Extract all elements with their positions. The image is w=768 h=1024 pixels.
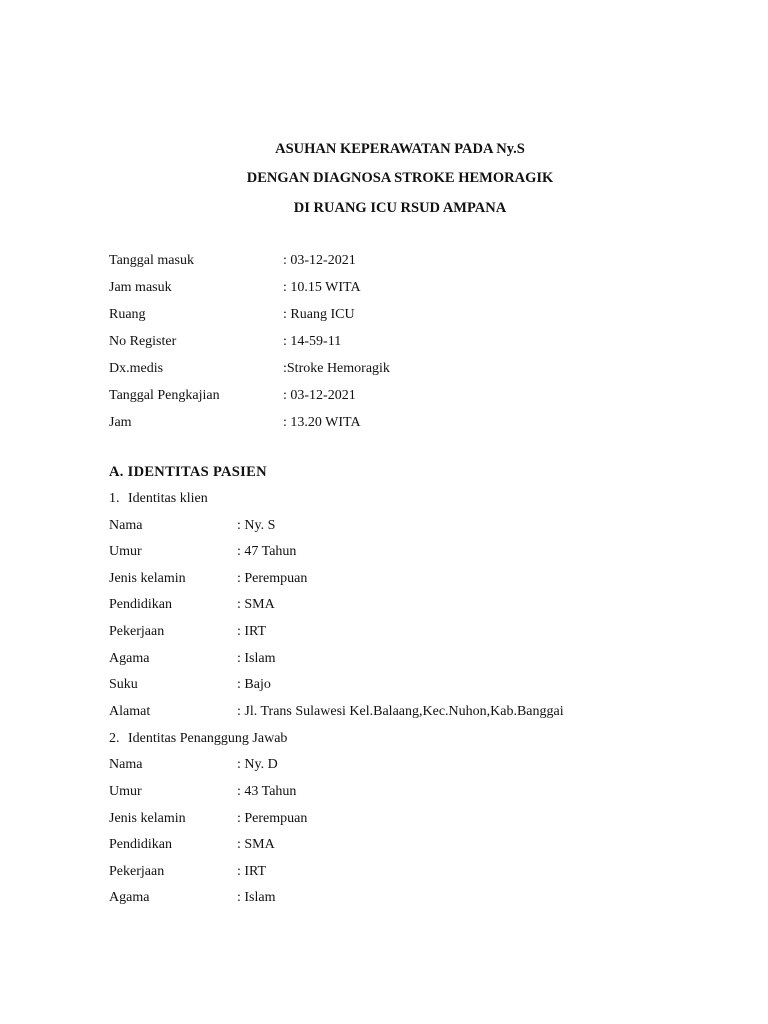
- admission-label: Jam masuk: [109, 280, 172, 295]
- field-label: Nama: [109, 757, 143, 772]
- admission-label: Jam: [109, 415, 132, 430]
- admission-value: :Stroke Hemoragik: [283, 361, 390, 376]
- field-label: Umur: [109, 784, 142, 799]
- admission-value: : 13.20 WITA: [283, 415, 361, 430]
- field-label: Alamat: [109, 704, 151, 719]
- field-value: : Ny. D: [237, 757, 278, 772]
- admission-value: : 14-59-11: [283, 334, 342, 349]
- field-value: : Perempuan: [237, 811, 308, 826]
- admission-label: Tanggal masuk: [109, 253, 194, 268]
- client-identity-number: 1.: [109, 491, 120, 506]
- field-label: Agama: [109, 651, 150, 666]
- field-label: Pendidikan: [109, 837, 172, 852]
- guardian-identity-heading: [109, 731, 287, 747]
- admission-label: No Register: [109, 334, 177, 349]
- admission-label: Ruang: [109, 307, 146, 322]
- field-label: Pekerjaan: [109, 864, 165, 879]
- field-value: : IRT: [237, 864, 267, 879]
- field-label: Pendidikan: [109, 597, 172, 612]
- document-title-line-1: ASUHAN KEPERAWATAN PADA Ny.S: [275, 141, 525, 157]
- field-value: : Perempuan: [237, 571, 308, 586]
- admission-value: : 03-12-2021: [283, 253, 356, 268]
- field-value: : Islam: [237, 890, 276, 905]
- field-value: : Bajo: [237, 677, 271, 692]
- field-label: Nama: [109, 518, 143, 533]
- admission-value: : 03-12-2021: [283, 388, 356, 403]
- field-label: Jenis kelamin: [109, 811, 186, 826]
- admission-label: Tanggal Pengkajian: [109, 388, 220, 403]
- section-a-heading: A. IDENTITAS PASIEN: [109, 464, 267, 480]
- field-value: : IRT: [237, 624, 267, 639]
- admission-value: : 10.15 WITA: [283, 280, 361, 295]
- admission-label: Dx.medis: [109, 361, 164, 376]
- field-label: Jenis kelamin: [109, 571, 186, 586]
- field-value: : Islam: [237, 651, 276, 666]
- client-identity-title: Identitas klien: [128, 491, 208, 506]
- document-title-line-3: DI RUANG ICU RSUD AMPANA: [293, 200, 507, 216]
- guardian-identity-number: 2.: [109, 731, 120, 746]
- field-value: : SMA: [237, 837, 275, 852]
- guardian-identity-title: Identitas Penanggung Jawab: [128, 731, 288, 746]
- field-value: : Jl. Trans Sulawesi Kel.Balaang,Kec.Nuhon,Kab.Banggai: [237, 704, 564, 719]
- field-value: : Ny. S: [237, 518, 276, 533]
- field-label: Umur: [109, 544, 142, 559]
- field-value: : 47 Tahun: [237, 544, 297, 559]
- field-label: Suku: [109, 677, 138, 692]
- document-title-line-2: DENGAN DIAGNOSA STROKE HEMORAGIK: [246, 170, 554, 186]
- field-label: Pekerjaan: [109, 624, 165, 639]
- client-identity-heading: [109, 491, 208, 507]
- field-value: : SMA: [237, 597, 275, 612]
- admission-value: : Ruang ICU: [283, 307, 355, 322]
- field-value: : 43 Tahun: [237, 784, 297, 799]
- field-label: Agama: [109, 890, 150, 905]
